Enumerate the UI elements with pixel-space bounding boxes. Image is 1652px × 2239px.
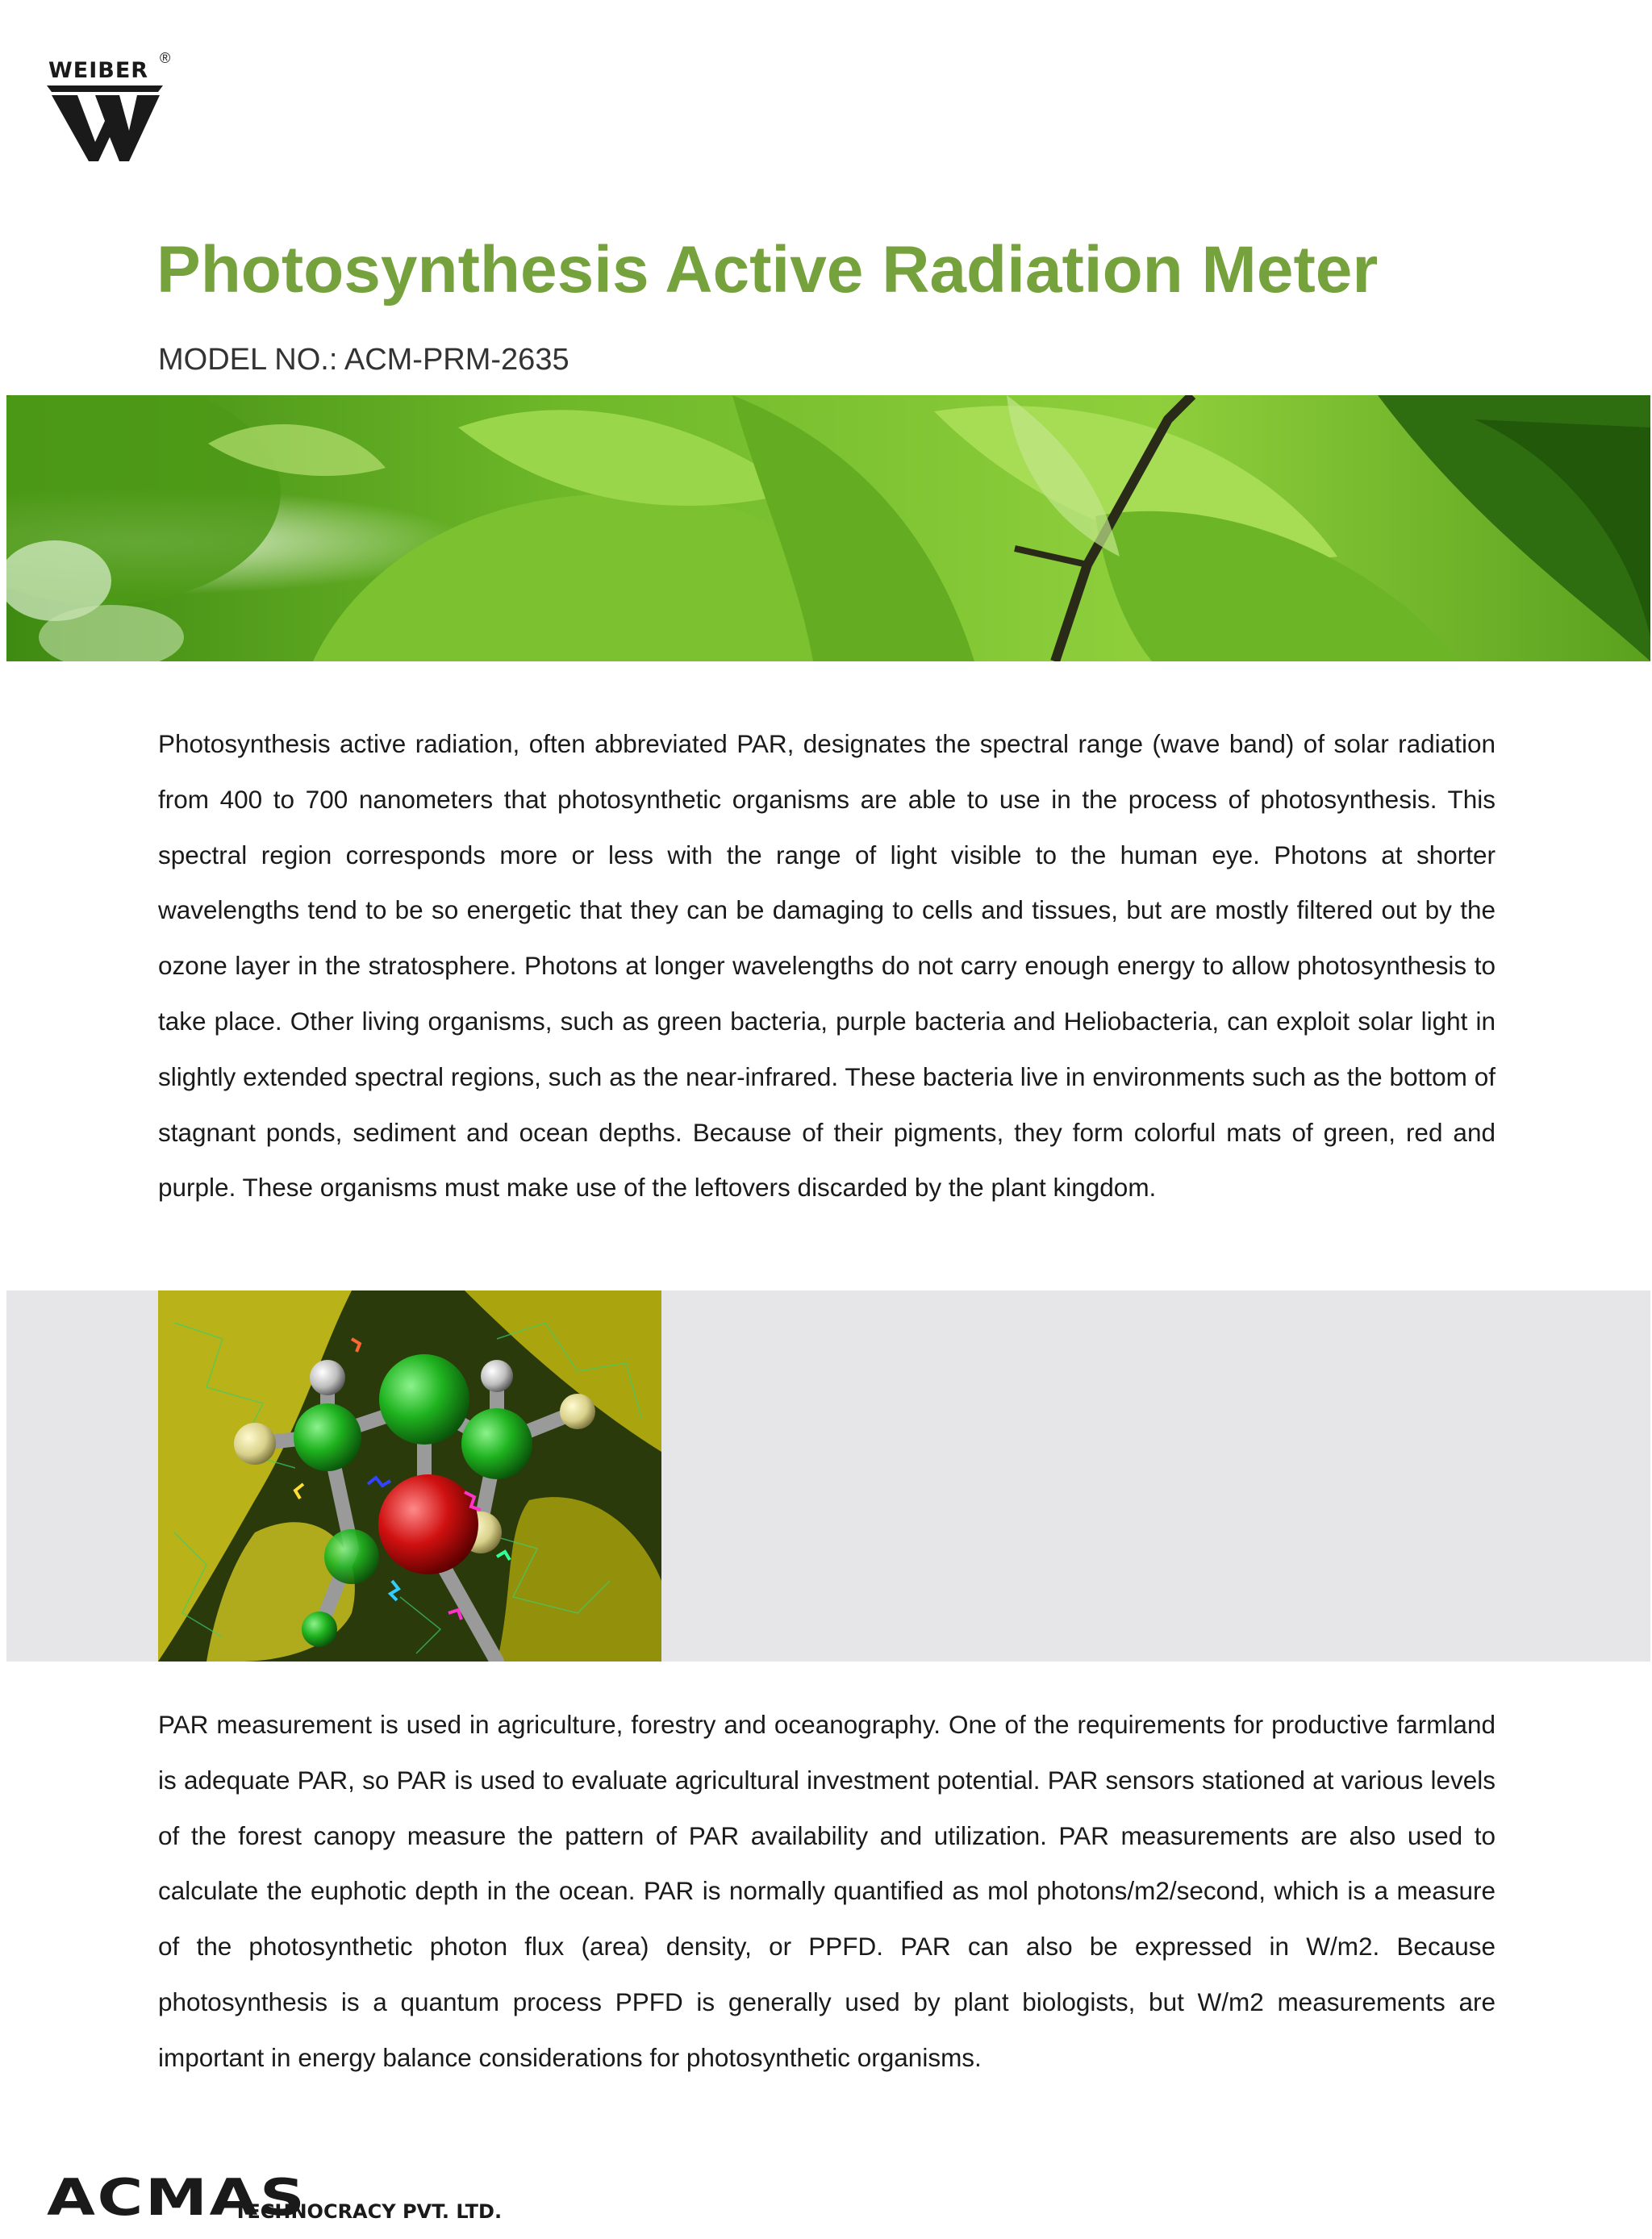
intro-paragraph: Photosynthesis active radiation, often abbreviated PAR, designates the spectral range (wave band) of solar radiation from 400 to 700 nanometers that photosynthetic organisms are able to use in the process of photosynthesis. This spectral region corresponds more or less with the range of light visible to the human eye. Photons at shorter wavelengths tend to be so energetic that they can be damaging to cells and tissues, but are mostly filtered out by the ozone layer in the stratosphere. Photons at longer wavelengths do not carry enough energy to allow photosynthesis to take place. Other living organisms, such as green bacteria, purple bacteria and Heliobacteria, can exploit solar light in slightly extended spectral regions, such as the near-infrared. These bacteria live in environments such as the bottom of stagnant ponds, sediment and ocean depths. Because of their pigments, they form colorful mats of green, red and purple. These organisms must make use of the leftovers discarded by the plant kingdom. bbox=[158, 729, 1496, 1203]
acmas-logo-text: ACMAS bbox=[47, 2168, 307, 2227]
registered-mark: ® bbox=[160, 50, 171, 66]
leaf-banner-icon bbox=[6, 395, 1650, 661]
measurement-paragraph: PAR measurement is used in agriculture, forestry and oceanography. One of the requirements for productive farmland is adequate PAR, so PAR is used to evaluate agricultural investment potential. PAR sensors stationed at various levels of the forest canopy measure the pattern of PAR availability and utilization. PAR measurements are also used to calculate the euphotic depth in the ocean. PAR is normally quantified as mol photons/m2/second, which is a measure of the photosynthetic photon flux (area) density, or PPFD. PAR can also be expressed in W/m2. Because photosynthesis is a quantum process PPFD is generally used by plant biologists, but W/m2 measurements are important in energy balance considerations for photosynthetic organisms. bbox=[158, 1710, 1496, 2072]
company-name: TECHNOCRACY PVT. LTD. bbox=[234, 2200, 503, 2223]
leaf-banner-image bbox=[6, 395, 1650, 661]
acmas-logo bbox=[47, 2168, 307, 2227]
weiber-logo-text: WEIBER bbox=[48, 58, 149, 83]
model-number: MODEL NO.: ACM-PRM-2635 bbox=[158, 343, 569, 377]
page-title: Photosynthesis Active Radiation Meter bbox=[156, 233, 1379, 306]
weiber-logo bbox=[45, 50, 182, 163]
molecule-image bbox=[158, 1290, 661, 1662]
molecule-icon bbox=[158, 1290, 661, 1662]
weiber-w-icon bbox=[45, 85, 166, 163]
